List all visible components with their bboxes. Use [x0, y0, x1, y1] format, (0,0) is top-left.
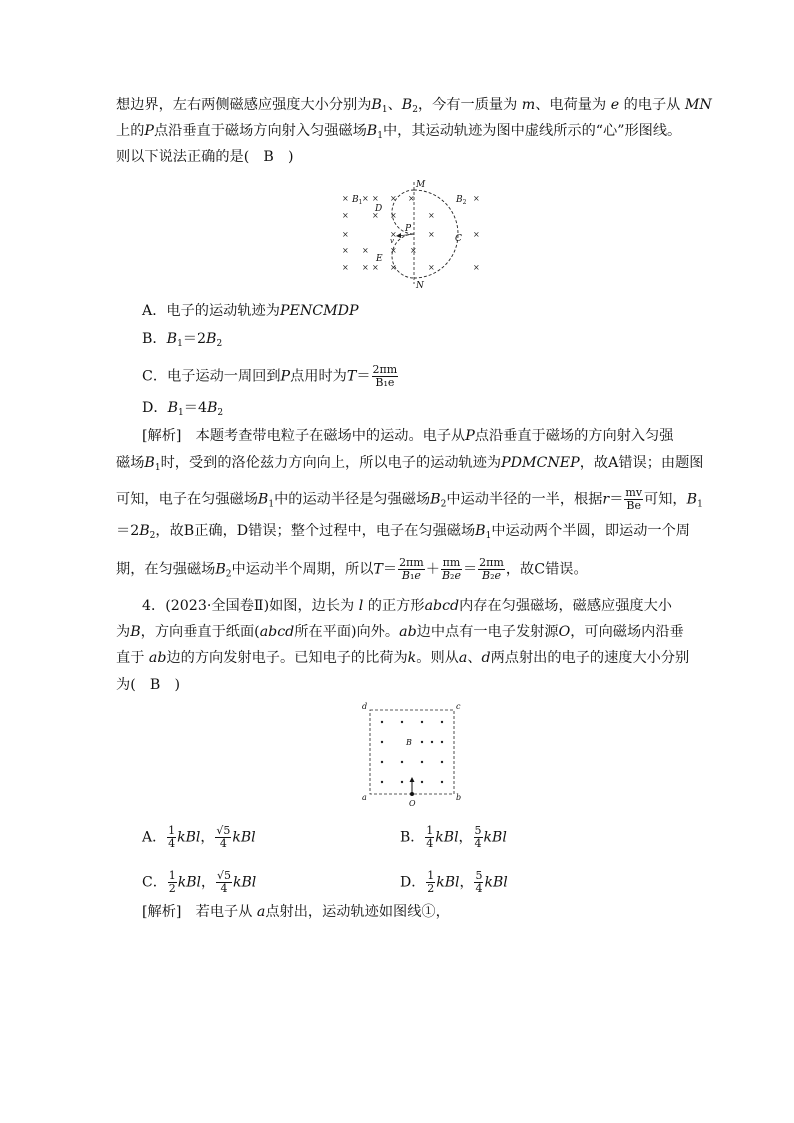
q3-option-d: D．$B_1=4B_2$ — [142, 400, 224, 418]
text: 上的 — [116, 123, 145, 139]
text: 期，在匀强磁场 — [116, 561, 216, 578]
q4-line4 — [116, 675, 180, 695]
label-p: P — [405, 224, 412, 234]
q4-analysis: [解析] 若电子从 a点射出，运动轨迹如图线①， — [142, 904, 450, 920]
q4-option-b: B． $\frac{1}{4}$ kBl， $\frac{5}{4}$ kBl — [400, 824, 507, 850]
text: ，方向垂直于纸面( — [140, 624, 260, 640]
label-c: c — [456, 702, 461, 711]
text: 边的方向发射电子。已知电子的比荷为 — [166, 650, 408, 666]
fraction: $\frac{mv}{Be}$ — [625, 486, 643, 512]
analysis3-line2: 磁场$B_1$时，受到的洛伦兹力方向向上，所以电子的运动轨迹为PDMCNEP，故A错误；由题图 — [116, 455, 704, 473]
label-a: a — [362, 793, 367, 802]
svg-text:×: × — [342, 211, 349, 220]
field-dots — [381, 721, 443, 783]
text: 点用时为 — [290, 368, 347, 385]
text: 则以下说法正确的是( B ) — [116, 149, 294, 165]
analysis3-line4: $=2B_2$，故B正确，D错误；整个过程中，电子在匀强磁场$B_1$中运动两个半圆，即运动一个周 — [116, 523, 690, 541]
text: ，可向磁场内沿垂 — [570, 624, 684, 640]
text: abcd — [424, 598, 460, 614]
text: PENCMDP — [279, 303, 359, 319]
text: 内存在匀强磁场，磁感应强度大小 — [459, 598, 672, 614]
q4-option-c: C． $\frac{1}{2}$ kBl， $\frac{√5}{4}$ kBl — [142, 869, 257, 895]
label-v: v — [390, 237, 394, 245]
text: 、 — [387, 97, 402, 113]
label-n: N — [416, 281, 424, 290]
q3-line2: 上的P点沿垂直于磁场方向射入匀强磁场$B_1$中，其运动轨迹为图中虚线所示的“心”形图线。 — [116, 123, 682, 141]
text: 4．(2023·全国卷Ⅱ)如图，边长为 — [142, 598, 355, 614]
text: 点射出，运动轨迹如图线①， — [265, 904, 450, 920]
text: 。则从 — [416, 650, 459, 666]
q3-option-b: B．$B_1=2B_2$ — [142, 331, 223, 349]
label-b1: $B_1$ — [352, 195, 363, 206]
analysis3-line5: 期，在匀强磁场$B_2$中运动半个周期，所以T＝ $\frac{2\pi m}{\text{B₁e}}$ ＋ $\frac{\pi m}{\text{B₂e}}$ ＝ $\frac{2\pi m}{\text{B₂e}}$ ，故C错误。 — [116, 556, 588, 582]
text: 可知，电子在匀强磁场 — [116, 491, 258, 508]
text: D． — [400, 874, 426, 891]
label-c: C — [455, 234, 462, 244]
q3-line1: 想边界，左右两侧磁感应强度大小分别为$B_1$、$B_2$，今有一质量为 m、电荷量为 e 的电子从 MN — [116, 97, 712, 115]
text: 的正方形 — [367, 598, 425, 614]
svg-text:×: × — [408, 194, 415, 203]
right-semicircle — [414, 190, 458, 278]
text: [解析] 本题考查带电粒子在磁场中的运动。电子从 — [142, 428, 466, 444]
text: 、 — [467, 650, 482, 666]
text: 时，受到的洛伦兹力方向向上，所以电子的运动轨迹为 — [160, 455, 502, 471]
svg-text:×: × — [390, 211, 397, 220]
svg-text:×: × — [473, 230, 480, 239]
text: A． — [142, 829, 167, 846]
heart-trajectory-figure — [330, 180, 500, 290]
label-b: b — [456, 793, 462, 802]
analysis3-line1: [解析] 本题考查带电粒子在磁场中的运动。电子从P点沿垂直于磁场的方向射入匀强 — [142, 428, 674, 444]
svg-text:×: × — [428, 230, 435, 239]
svg-text:×: × — [362, 246, 369, 255]
q4-option-d: D． $\frac{1}{2}$ kBl， $\frac{5}{4}$ kBl — [400, 869, 508, 895]
text: PDMCNEP — [501, 455, 580, 471]
label-field-b: B — [406, 738, 412, 747]
q3-option-a — [142, 301, 359, 321]
text: 想边界，左右两侧磁感应强度大小分别为 — [116, 97, 372, 113]
svg-text:×: × — [372, 194, 379, 203]
svg-text:×: × — [428, 211, 435, 220]
text: C．电子运动一周回到 — [142, 368, 281, 385]
text: 中运动半径的一半，根据 — [446, 491, 603, 508]
text: D． — [142, 400, 168, 416]
q4-option-a: A． $\frac{1}{4}$ kBl， $\frac{√5}{4}$ kBl — [142, 824, 256, 850]
text: 中运动半个周期，所以 — [231, 561, 374, 578]
label-d: d — [362, 702, 368, 711]
text: 所在平面)向外。 — [294, 624, 400, 640]
label-b2: $B_2$ — [456, 195, 467, 206]
text: ，故B正确，D错误；整个过程中，电子在匀强磁场 — [155, 523, 476, 539]
svg-text:×: × — [473, 194, 480, 203]
text: 中的运动半径是匀强磁场 — [274, 491, 431, 508]
svg-text:×: × — [390, 246, 397, 255]
svg-text:×: × — [372, 211, 379, 220]
svg-text:×: × — [390, 263, 397, 272]
text: 点沿垂直于磁场的方向射入匀强 — [474, 428, 674, 444]
text: ＝4 — [183, 400, 207, 416]
text: 为( B ) — [116, 677, 181, 693]
label-e: E — [376, 254, 383, 264]
text: ＝2 — [182, 331, 207, 347]
svg-text:×: × — [362, 263, 369, 272]
q3-line3 — [116, 147, 294, 167]
text: 中运动两个半圆，即运动一个周 — [491, 523, 690, 539]
text: 边中点有一电子发射源 — [416, 624, 559, 640]
text: 为 — [116, 624, 131, 640]
svg-text:×: × — [473, 263, 480, 272]
svg-text:×: × — [390, 194, 397, 203]
svg-text:×: × — [428, 263, 435, 272]
text: 两点射出的电子的速度大小分别 — [490, 650, 690, 666]
svg-text:×: × — [342, 263, 349, 272]
label-m: M — [416, 180, 426, 190]
text: A．电子的运动轨迹为 — [142, 303, 280, 319]
text: B． — [400, 829, 425, 846]
fraction: $\frac{2\pi m}{\text{B₁e}}$ — [372, 363, 398, 389]
square-field-figure — [358, 700, 466, 810]
text: 中，其运动轨迹为图中虚线所示的“心”形图线。 — [382, 123, 682, 139]
text: 点沿垂直于磁场方向射入匀强磁场 — [153, 123, 367, 139]
svg-text:×: × — [362, 194, 369, 203]
q4-line3: 直于 ab边的方向发射电子。已知电子的比荷为k。则从a、d两点射出的电子的速度大小分别 — [116, 650, 690, 666]
text: ，今有一质量为 — [417, 97, 518, 113]
q4-line1: 4．(2023·全国卷Ⅱ)如图，边长为 l 的正方形abcd内存在匀强磁场，磁感应强度大小 — [142, 598, 672, 614]
q4-line2: 为B，方向垂直于纸面(abcd所在平面)向外。ab边中点有一电子发射源O，可向磁场内沿垂 — [116, 624, 684, 640]
q3-option-c: C．电子运动一周回到P点用时为T＝ $\frac{2\pi m}{\text{B₁e}}$ — [142, 363, 398, 389]
text: C． — [142, 874, 167, 891]
text: 的电子从 — [623, 97, 681, 113]
text: [解析] 若电子从 — [142, 904, 253, 920]
text: B． — [142, 331, 167, 347]
svg-text:×: × — [342, 230, 349, 239]
label-o: O — [409, 799, 416, 808]
svg-text:×: × — [372, 263, 379, 272]
text: ，故A错误；由题图 — [579, 455, 704, 471]
analysis3-line3: 可知，电子在匀强磁场$B_1$中的运动半径是匀强磁场$B_2$中运动半径的一半，根据r＝ $\frac{mv}{Be}$ 可知，$B_1$ — [116, 486, 703, 512]
text: ＝2 — [116, 523, 140, 539]
svg-text:×: × — [342, 194, 349, 203]
text: ，故C错误。 — [505, 561, 588, 578]
svg-text:×: × — [342, 246, 349, 255]
text: 可知， — [644, 491, 687, 508]
svg-text:×: × — [390, 230, 397, 239]
text: 、电荷量为 — [535, 97, 607, 113]
text: 直于 — [116, 650, 145, 666]
label-d: D — [375, 204, 383, 214]
text: 磁场 — [116, 455, 145, 471]
svg-text:×: × — [410, 246, 417, 255]
